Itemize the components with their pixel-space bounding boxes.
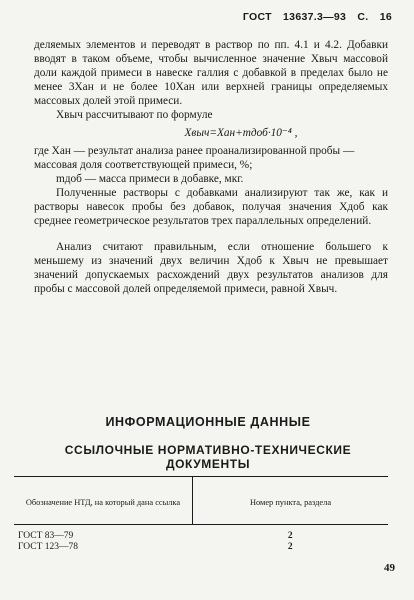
table-cell-doc: ГОСТ 83—79 — [18, 531, 74, 541]
paragraph-4: Анализ считают правильным, если отношение большего к меньшему из значений двух величин Xдоб к Xвыч не превышает значений допускаемых расхождений двух результатов анализов для пробы с массовой долей определяемой примеси, равной Xвыч. — [34, 241, 388, 295]
paragraph-2: Xвыч рассчитывают по формуле — [56, 109, 213, 121]
table-cell-doc: ГОСТ 123—78 — [18, 542, 78, 552]
definition-1: где Xан — результат анализа ранее проанализированной пробы — массовая доля соответствующей примеси, %; — [34, 145, 355, 171]
definition-2: mдоб — масса примеси в добавке, мкг. — [56, 173, 244, 185]
table-row — [14, 525, 388, 543]
table-header-doc: Обозначение НТД, на который дана ссылка — [14, 477, 193, 525]
table-row — [14, 542, 388, 553]
reference-table — [14, 476, 388, 553]
definitions — [34, 144, 388, 186]
table-cell-clause: 2 — [287, 542, 293, 552]
body-text — [34, 38, 388, 296]
info-title: ИНФОРМАЦИОННЫЕ ДАННЫЕ — [105, 415, 311, 429]
page-number: 49 — [384, 562, 395, 574]
table-header-clause: Номер пункта, раздела — [193, 477, 389, 525]
formula: Xвыч=Xан+mдоб·10⁻⁴ , — [184, 127, 298, 139]
paragraph-1: деляемых элементов и переводят в раствор по пп. 4.1 и 4.2. Добавки вводят в таком объеме, чтобы вычисленное значение Xвыч массовой доли каждой примеси в навеске галлия с добавкой в пределах было не менее 3Xан и не более 10Xан или верхней границы определяемых массовых долей этой примеси. — [34, 39, 388, 107]
docs-title: ССЫЛОЧНЫЕ НОРМАТИВНО-ТЕХНИЧЕСКИЕ ДОКУМЕНТЫ — [64, 443, 352, 471]
table-cell-clause: 2 — [287, 531, 293, 541]
paragraph-3: Полученные растворы с добавками анализируют так же, как и растворы навесок пробы без добавок, получая значения Xдоб как среднее геометрическое результатов трех параллельных определений. — [34, 187, 388, 227]
table-header-row — [14, 477, 388, 525]
page-header: ГОСТ 13637.3—93 С. 16 — [242, 11, 392, 23]
